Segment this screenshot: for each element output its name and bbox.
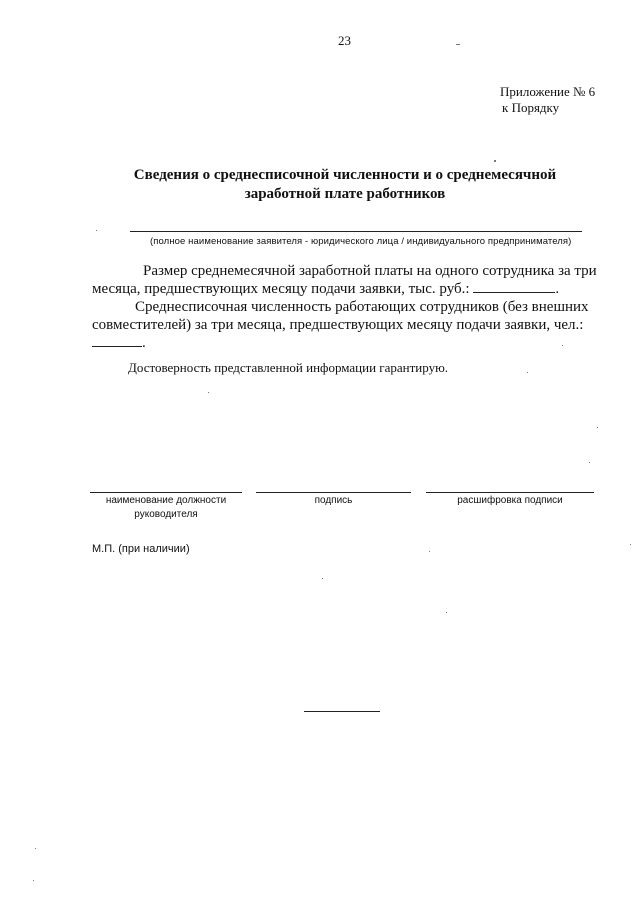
headcount-text-line-1: Среднесписочная численность работающих сотрудников (без внешних (135, 299, 589, 315)
scan-mark (630, 544, 631, 545)
scan-mark (446, 612, 447, 613)
scan-mark (208, 392, 209, 393)
title-line-2: заработной плате работников (244, 186, 446, 202)
headcount-blank (92, 334, 142, 347)
title-line-1: Сведения о среднесписочной численности и о среднемесячной (133, 167, 557, 183)
scan-mark (96, 230, 97, 231)
applicant-caption: (полное наименование заявителя - юридического лица / индивидуального предпринимателя) (150, 236, 572, 247)
scan-mark (33, 880, 34, 881)
scan-mark (562, 345, 563, 346)
position-line (90, 492, 242, 493)
decoding-line (426, 492, 594, 493)
signature-caption: подпись (314, 495, 353, 506)
salary-text-line-2 (92, 280, 559, 298)
decoding-caption: расшифровка подписи (457, 495, 563, 506)
salary-blank (473, 280, 555, 293)
headcount-text-line-3 (92, 334, 146, 352)
scan-mark (589, 462, 590, 463)
position-caption (90, 494, 242, 522)
salary-text-line-1: Размер среднемесячной заработной платы на одного сотрудника за три (143, 263, 597, 279)
appendix-order: к Порядку (502, 100, 560, 115)
position-caption-line-2: руководителя (134, 509, 198, 520)
appendix-number: Приложение № 6 (500, 84, 596, 99)
closing-line (304, 711, 380, 712)
scan-mark (527, 372, 528, 373)
scan-mark (456, 44, 460, 45)
scan-mark (429, 551, 430, 552)
position-caption-line-1: наименование должности (105, 495, 227, 506)
salary-end: . (555, 281, 560, 297)
applicant-name-line (130, 231, 582, 232)
scan-mark (494, 160, 496, 162)
appendix-reference (500, 84, 595, 116)
document-title (100, 166, 590, 204)
guarantee-statement: Достоверность представленной информации гарантирую. (128, 360, 449, 375)
scan-mark (597, 427, 598, 428)
page-number: 23 (338, 33, 351, 48)
salary-label: месяца, предшествующих месяцу подачи заявки, тыс. руб.: (92, 281, 470, 297)
signature-line (256, 492, 411, 493)
scan-mark (322, 578, 323, 579)
scan-mark (35, 848, 36, 849)
seal-note: М.П. (при наличии) (92, 543, 190, 555)
headcount-end: . (142, 335, 146, 351)
headcount-text-line-2: совместителей) за три месяца, предшествующих месяцу подачи заявки, чел.: (92, 317, 584, 333)
